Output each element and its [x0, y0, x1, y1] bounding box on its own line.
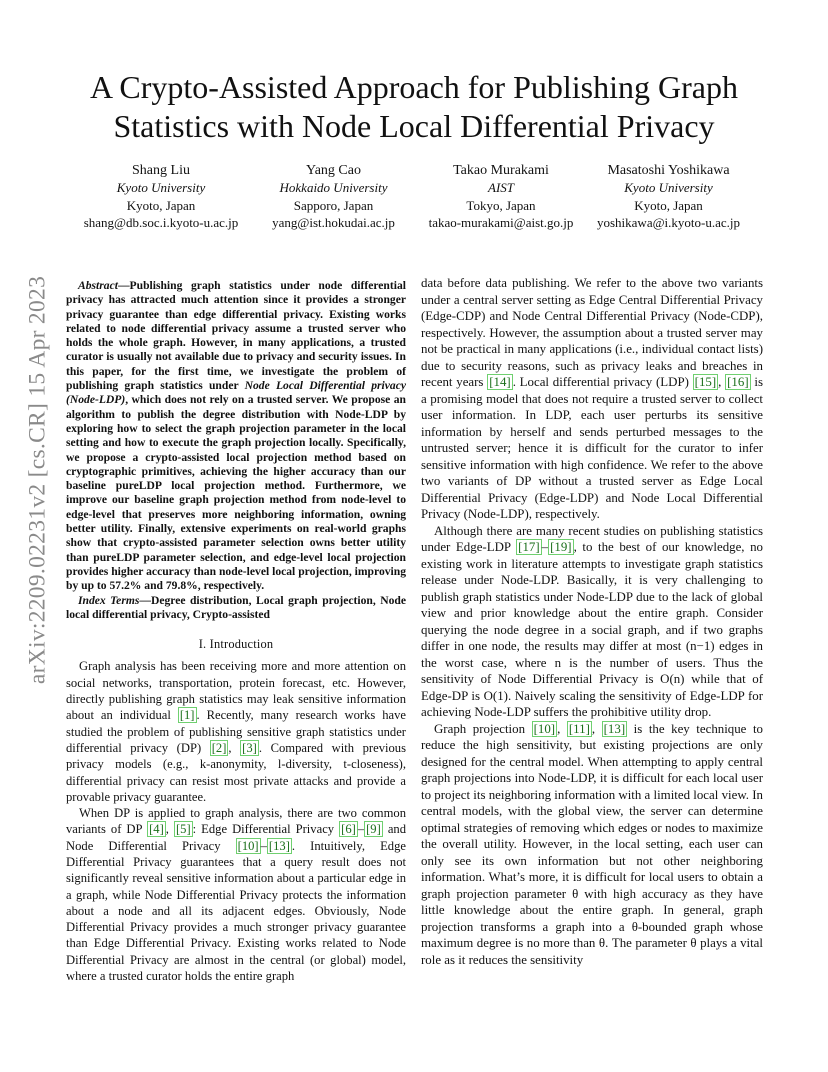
intro-paragraph: [421, 721, 763, 969]
paragraph-text: ,: [718, 375, 726, 389]
author-location: Kyoto, Japan: [126, 197, 196, 213]
paragraph-text: –: [541, 540, 549, 554]
paragraph-text: is a promising model that does not require a trusted server to collect user information. In LDP, each user perturbs its sensitive information by herself and sends perturbed messages to the untrusted server; hence it is difficult for the curator to infer sensitive information with high confidence. We refer to the above two variants of DP without a trusted server as Edge Local Differential Privacy (Edge-LDP) and Node Local Differential Privacy (Node-LDP), respectively.: [421, 375, 763, 521]
paragraph-text: . Intuitively, Edge Differential Privacy guarantees that a query result does not significantly reveal sensitive information about a particular edge in a graph, while Node Differential Privacy protects the information about a node and all its adjacent edges. Obviously, Node Differential Privacy provides a much stronger privacy guarantee than Edge Differential Privacy. Existing works related to Node Differential Privacy are almost in the central (or global) model, where a trusted curator holds the entire graph: [66, 838, 406, 984]
paragraph-text: . Local differential privacy (LDP): [512, 375, 693, 389]
paragraph-text: . Recently, many research works have studied the problem of publishing sensitive graph statistics under differential privacy (DP): [66, 708, 406, 755]
author-affiliation: Hokkaido University: [279, 180, 388, 196]
intro-paragraph: [421, 275, 763, 523]
citation-link[interactable]: [6]: [341, 822, 356, 837]
citation-link[interactable]: [10]: [237, 838, 259, 853]
abstract-text: —Publishing graph statistics under node differential privacy has attracted much attention since it provides a stronger privacy guarantee than edge differential privacy. Existing works related to node differential privacy assume a trusted server who holds the whole graph. However, in many applications, a trusted curator is usually not available due to privacy and security issues. In this paper, for the first time, we investigate the problem of publishing graph statistics under: [66, 279, 406, 393]
author-block: [421, 162, 581, 231]
author-email: shang@db.soc.i.kyoto-u.ac.jp: [83, 214, 239, 230]
author-block: [76, 162, 246, 231]
index-terms-text: —Degree distribution, Local graph projection, Node local differential privacy, Crypto-assisted: [66, 593, 406, 621]
author-block: [246, 162, 421, 231]
abstract: [66, 279, 406, 594]
author-email: takao-murakami@aist.go.jp: [428, 214, 574, 230]
paragraph-text: ,: [591, 721, 602, 736]
index-terms: [66, 594, 406, 623]
citation-link[interactable]: [13]: [268, 838, 290, 853]
author-location: Kyoto, Japan: [634, 197, 703, 213]
author-list: [76, 162, 756, 231]
abstract-label: Abstract: [78, 279, 118, 292]
citation-link[interactable]: [2]: [211, 740, 227, 755]
paragraph-text: and Node Differential Privacy: [66, 822, 407, 853]
author-block: [581, 162, 756, 231]
citation-link[interactable]: [10]: [533, 721, 556, 736]
left-column: [66, 279, 406, 984]
citation-link[interactable]: [13]: [603, 721, 626, 736]
citation-link[interactable]: [14]: [489, 375, 511, 389]
citation-link[interactable]: [15]: [694, 375, 717, 389]
author-affiliation: AIST: [488, 180, 514, 196]
paragraph-text: ,: [165, 822, 174, 837]
author-name: Takao Murakami: [453, 163, 549, 178]
author-location: Tokyo, Japan: [466, 197, 536, 213]
paragraph-text: : Edge Differential Privacy: [192, 822, 340, 837]
author-affiliation: Kyoto University: [624, 180, 713, 196]
citation-link[interactable]: [16]: [727, 375, 749, 389]
paragraph-text: ,: [557, 721, 567, 736]
abstract-text: , which does not rely on a trusted server. We propose an algorithm to publish the degree distribution with Node-LDP by exploring how to select the graph projection parameter in the local setting and how to execute the graph projection locally. Specifically, we propose a crypto-assisted local projection method based on cryptographic primitives, achieving the higher accuracy than our baseline pureLDP local projection method. Furthermore, we improve our baseline graph projection method from node-level to edge-level that preserves more neighboring information, owning better utility. Finally, extensive experiments on real-world graphs show that crypto-assisted parameter selection owns better utility than pureLDP parameter selection, and edge-level local projection provides higher accuracy than node-level local projection, improving by up to 57.2% and 79.8%, respectively.: [66, 393, 406, 593]
citation-link[interactable]: [4]: [149, 822, 164, 837]
paper-title: A Crypto-Assisted Approach for Publishing Graph Statistics with Node Local Differential Privacy: [90, 69, 738, 144]
author-email: yang@ist.hokudai.ac.jp: [272, 214, 395, 230]
author-name: Masatoshi Yoshikawa: [607, 163, 730, 178]
citation-link[interactable]: [17]: [518, 540, 540, 554]
paragraph-text: Graph analysis has been receiving more and more attention on social networks, transportation, protein forecast, etc. However, directly publishing graph statistics may leak sensitive information about an individual: [66, 659, 406, 723]
author-email: yoshikawa@i.kyoto-u.ac.jp: [596, 214, 741, 230]
citation-link[interactable]: [5]: [175, 822, 191, 837]
intro-paragraph: [66, 658, 406, 805]
author-name: Yang Cao: [306, 163, 361, 178]
paragraph-text: When DP is applied to graph analysis, there are two common variants of DP: [66, 806, 406, 837]
paragraph-text: Graph projection: [434, 721, 532, 736]
intro-paragraph: [421, 523, 763, 721]
right-column: [421, 275, 763, 968]
arxiv-identifier-stamp: [18, 270, 58, 690]
intro-paragraph: [66, 805, 406, 984]
citation-link[interactable]: [11]: [568, 721, 590, 736]
paragraph-text: is the key technique to reduce the high sensitivity, but existing projections are only designed for the central model. When attempting to apply central graph projections into Node-LDP, it is difficult for each local user to project its neighboring information with a limited local view. In central models, with the global view, the server can determine optimal strategies of removing which edges or nodes to maximize the overall utility. However, in the local setting, each user can only see its own information but not other neighboring information. What’s more, it is difficult for local users to obtain a graph projection parameter θ with high accuracy as they have little knowledge about the entire graph. In general, graph projection transforms a graph into a θ-bounded graph whose maximum degree is no more than θ. The parameter θ plays a vital role as it reduces the sensitivity: [421, 721, 763, 967]
arxiv-identifier-text: arXiv:2209.02231v2 [cs.CR] 15 Apr 2023: [24, 275, 51, 685]
paragraph-text: . Compared with previous privacy models (e.g., k-anonymity, l-diversity, t-closeness), differential privacy can resist most private attacks and provide a provable privacy guarantee.: [66, 740, 406, 804]
abstract-emphasis: Node Local Differential privacy (Node-LDP): [66, 379, 406, 407]
author-affiliation: Kyoto University: [116, 180, 206, 196]
citation-link[interactable]: [19]: [550, 540, 572, 554]
citation-link[interactable]: [3]: [242, 740, 257, 755]
citation-link[interactable]: [1]: [179, 708, 195, 723]
paragraph-text: Although there are many recent studies on publishing statistics under Edge-LDP: [421, 523, 763, 554]
index-terms-label: Index Terms: [78, 593, 140, 607]
citation-link[interactable]: [9]: [366, 822, 381, 837]
paragraph-text: ,: [228, 740, 241, 755]
section-heading-introduction: I. Introduction: [198, 637, 274, 652]
author-location: Sapporo, Japan: [293, 197, 374, 213]
paragraph-text: –: [260, 838, 267, 853]
paragraph-text: , to the best of our knowledge, no existing work in literature attempts to investigate graph statistics release under Node-LDP. Basically, it is very challenging to publish graph statistics under Node-LDP due to the lack of global view and prior knowledge about the entire graph. Consider querying the node degree in a social graph, and if two graphs differ in one node, the results may differ at most (n−1) edges in the worst case, where n is the number of users. Thus the sensitivity of Node Differential Privacy is O(n) while that of Edge-DP is O(1). Naively scaling the sensitivity of Edge-LDP for achieving Node-LDP suffers the prohibitive utility drop.: [421, 540, 764, 719]
paragraph-text: data before data publishing. We refer to the above two variants under a central server setting as Edge Central Differential Privacy (Edge-CDP) and Node Central Differential Privacy (Node-CDP), respectively. However, the assumption about a trusted server may not be practical in many applications (i.e., individual contact lists) due to security reasons, such as privacy leaks and breaches in recent years: [421, 276, 763, 389]
paragraph-text: –: [357, 822, 365, 837]
author-name: Shang Liu: [132, 163, 190, 178]
